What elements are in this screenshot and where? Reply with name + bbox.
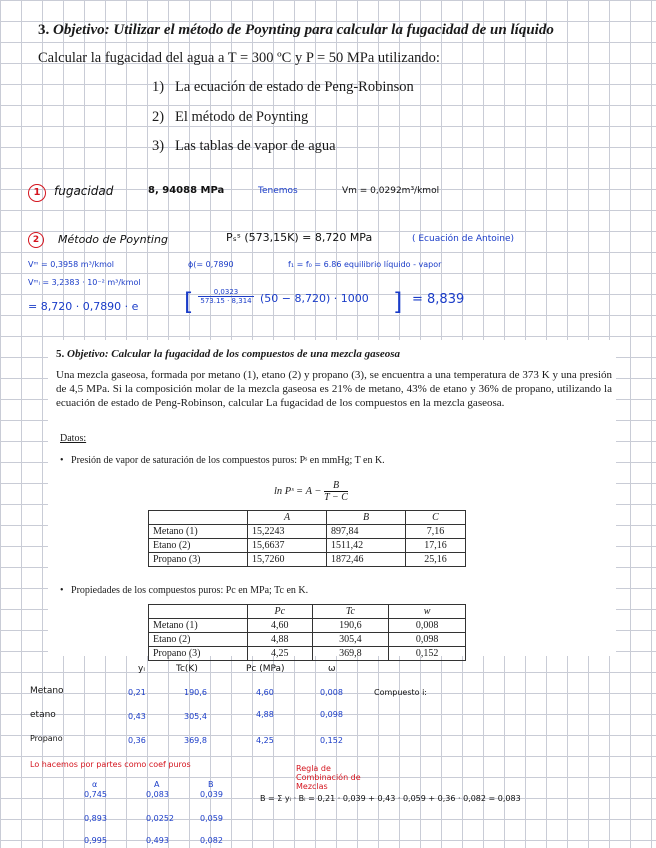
table-row: Metano (1) 4,60 190,6 0,008 — [149, 619, 466, 633]
handwritten-mixture: yᵢ Tc(K) Pc (MPa) ω Metano 0,21 190,6 4,60 0,008 Compuesto i: etano 0,43 305,4 4,88 0,098 Propano 0,36 369,8 4,25 0,152 Lo hacemos por partes como coef puros Regla de Combinación de Mezclas α A B 0,745 0,083 0,039 0,893 0,0252 0,059 0,995 0,493 0,082 B = Σ yᵢ · Bᵢ = 0,21 · 0,039 + 0,43 · 0,059 + 0,36 · 0,082 = 0,083 — [30, 664, 521, 845]
list-item: Metano — [30, 686, 64, 696]
fugacity-value: 8, 94088 MPa — [148, 185, 225, 196]
section-3-prompt: Calcular la fugacidad del agua a T = 300 ºC y P = 50 MPa utilizando: — [38, 50, 440, 66]
item-3: 3) Las tablas de vapor de agua — [152, 138, 336, 154]
bullet-vapor-pressure: • Presión de vapor de saturación de los compuestos puros: Pˢ en mmHg; T en K. — [60, 455, 385, 466]
section-5-title: 5. Objetivo: Calcular la fugacidad de los compuestos de una mezcla gaseosa — [56, 348, 401, 360]
poynting-paren: (50 − 8,720) · 1000 — [260, 292, 369, 305]
phi-value: ϕ(= 0,7890 — [188, 260, 234, 269]
b-sum-equation: B = Σ yᵢ · Bᵢ = 0,21 · 0,039 + 0,43 · 0,059 + 0,36 · 0,082 = 0,083 — [260, 794, 521, 803]
section-3-title: 3. Objetivo: Utilizar el método de Poynting para calcular la fugacidad de un líquido — [38, 22, 554, 38]
poynting-eq-left: = 8,720 · 0,7890 · e — [28, 300, 139, 313]
compuesto-label: Compuesto i: — [374, 688, 428, 697]
antoine-note: ( Ecuación de Antoine) — [412, 234, 515, 244]
psat-value: Pₛˢ (573,15K) = 8,720 MPa — [226, 231, 373, 244]
poynting-bracket-open: [ — [184, 288, 194, 316]
poynting-fraction: 0,0323 573.15 · 8,314 — [198, 288, 254, 305]
section-5 — [48, 340, 616, 659]
list-item: etano — [30, 710, 56, 720]
poynting-label: Método de Poynting — [58, 233, 168, 246]
hw-header-y: yᵢ — [138, 664, 145, 674]
table-row: Metano (1) 15,2243 897,84 7,16 — [149, 525, 466, 539]
vm-liquid: Vᵐₗ = 3,2383 · 10⁻² m³/kmol — [28, 278, 141, 287]
item-2: 2) El método de Poynting — [152, 109, 309, 125]
table-row: Propano (3) 4,25 369,8 0,152 — [149, 647, 466, 661]
handwritten-fugacity-line — [28, 184, 648, 206]
tenemos-label: Tenemos — [258, 186, 298, 196]
poynting-result: = 8,839 — [412, 292, 465, 307]
critical-props-table: Pc Tc w Metano (1) 4,60 190,6 0,008 Etano (2) 4,88 305,4 0,098 Propano (3) 4,25 369,8 0,152 — [148, 604, 466, 661]
hw-header-w: ω — [328, 664, 336, 674]
list-item: Propano — [30, 734, 63, 743]
poynting-bracket-close: ] — [393, 288, 403, 316]
circled-number-2: 2 — [28, 232, 44, 248]
red-rule: Regla de Combinación de Mezclas — [296, 764, 361, 791]
molar-volume: Vm = 0,0292m³/kmol — [342, 186, 440, 196]
red-note: Lo hacemos por partes como coef puros — [30, 760, 191, 769]
table-row: Propano (3) 15,7260 1872,46 25,16 — [149, 553, 466, 567]
bullet-critical-props: • Propiedades de los compuestos puros: Pc en MPa; Tc en K. — [60, 585, 309, 596]
table-row: Etano (2) 4,88 305,4 0,098 — [149, 633, 466, 647]
vm-vapor: Vᵐ = 0,3958 m³/kmol — [28, 260, 115, 269]
fugacity-label: fugacidad — [54, 184, 114, 198]
table-row: Etano (2) 15,6637 1511,42 17,16 — [149, 539, 466, 553]
section-5-paragraph: Una mezcla gaseosa, formada por metano (1), etano (2) y propano (3), se encuentra a una temperatura de 373 K y una presión de 4,5 MPa. Si la composición molar de la mezcla gaseosa es 21% de metano, 43% de etano y 36% de propano, utilizando la ecuación de estado de Peng-Robinson, calcular La fugacidad de los compuestos en la mezcla gaseosa. — [56, 369, 612, 409]
item-1: 1) La ecuación de estado de Peng-Robinson — [152, 79, 414, 95]
antoine-table: A B C Metano (1) 15,2243 897,84 7,16 Etano (2) 15,6637 1511,42 17,16 Propano (3) 15,7260 1872,46 25,16 — [148, 510, 466, 567]
datos-label: Datos: — [60, 433, 87, 444]
hw-header-pc: Pc (MPa) — [246, 664, 285, 674]
f-equilibrium: f₁ = f₀ = 6.86 equilibrio líquido - vapor — [288, 260, 442, 269]
handwritten-poynting — [28, 230, 648, 330]
antoine-formula: ln Pˢ = A − $\frac{B}{T - C}$ — [274, 480, 348, 503]
hw-header-tc: Tc(K) — [176, 664, 198, 674]
circled-number-1: 1 — [28, 184, 46, 202]
